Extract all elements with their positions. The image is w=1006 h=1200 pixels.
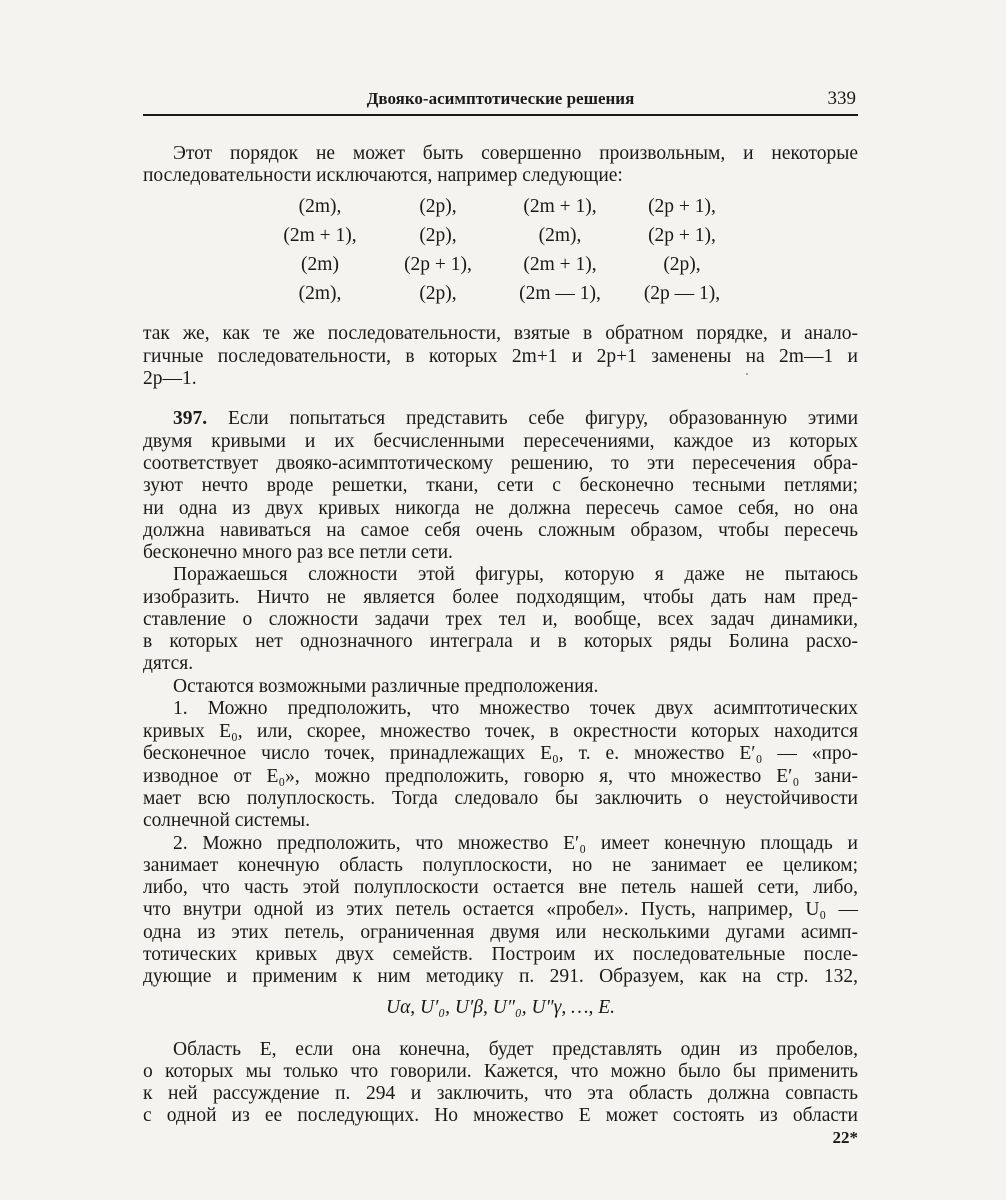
section-397-first-line bbox=[173, 407, 858, 431]
print-speck bbox=[746, 373, 748, 375]
text-line: что внутри одной из этих петель остается «пробел». Пусть, например, U₀ — bbox=[143, 899, 858, 920]
text-line: тотических кривых двух семейств. Построим их последовательные после- bbox=[143, 944, 858, 965]
sequence-row bbox=[260, 254, 760, 283]
sequence-cell: (2p), bbox=[419, 283, 457, 304]
sequence-cell: (2m + 1), bbox=[283, 225, 357, 246]
section-number: 397. bbox=[173, 408, 208, 429]
sequence-cell: (2p + 1), bbox=[648, 196, 716, 217]
sequence-cell: (2p + 1), bbox=[404, 254, 472, 275]
text-line: Остаются возможными различные предположения. bbox=[173, 676, 599, 697]
intro-line: Этот порядок не может быть совершенно произвольным, и некоторые bbox=[173, 143, 858, 164]
sequence-cell: (2m + 1), bbox=[523, 254, 597, 275]
sequence-cell: (2m), bbox=[298, 283, 342, 304]
page-number: 339 bbox=[827, 88, 856, 109]
text-line: дятся. bbox=[143, 653, 194, 674]
text-line: к ней рассуждение п. 294 и заключить, что эта область должна совпасть bbox=[143, 1083, 858, 1104]
running-header bbox=[143, 86, 858, 116]
text-line: двумя кривыми и их бесчисленными пересечениями, каждое из которых bbox=[143, 431, 858, 452]
text-line: либо, что часть этой полуплоскости остается вне петель нашей сети, либо, bbox=[143, 877, 858, 898]
text-line: бесконечное число точек, принадлежащих E₀, т. е. множество E′₀ — «про- bbox=[143, 743, 858, 764]
text-line: так же, как те же последовательности, взятые в обратном порядке, и анало- bbox=[143, 323, 858, 344]
text-line: одна из этих петель, ограниченная двумя или несколькими дугами асимп- bbox=[143, 922, 858, 943]
text-line: о которых мы только что говорили. Кажется, что можно было бы применить bbox=[143, 1061, 858, 1082]
header-title: Двояко-асимптотические решения bbox=[366, 89, 635, 108]
sequence-cell: (2p — 1), bbox=[643, 283, 721, 304]
text-line: 2p—1. bbox=[143, 368, 197, 389]
text-line: солнечной системы. bbox=[143, 810, 311, 831]
text-line: дующие и применим к ним методику п. 291. Образуем, как на стр. 132, bbox=[143, 966, 858, 987]
sequence-row bbox=[260, 196, 760, 225]
text-line: ни одна из двух кривых никогда не должна пересечь самое себя, но она bbox=[143, 498, 858, 519]
text-line: изобразить. Ничто не является более подходящим, чтобы дать нам пред- bbox=[143, 587, 858, 608]
sequence-cell: (2p), bbox=[419, 196, 457, 217]
formula: Uα, U′₀, U′β, U″₀, U″γ, …, E. bbox=[385, 997, 615, 1018]
text-line: в которых нет однозначного интеграла и в которых ряды Болина расхо- bbox=[143, 631, 858, 652]
text-line: Поражаешься сложности этой фигуры, которую я даже не пытаюсь bbox=[173, 564, 858, 585]
sequence-cell: (2m), bbox=[298, 196, 342, 217]
text-line: с одной из ее последующих. Но множество E может состоять из области bbox=[143, 1105, 858, 1126]
sequence-cell: (2p), bbox=[663, 254, 701, 275]
text-line: зуют нечто вроде решетки, ткани, сети с бесконечно тесными петлями; bbox=[143, 475, 858, 496]
sequence-table bbox=[260, 196, 760, 312]
text-line: ставление о сложности задачи трех тел и, вообще, всех задач динамики, bbox=[143, 609, 858, 630]
text-line: бесконечно много раз все петли сети. bbox=[143, 542, 453, 563]
text-line: 2. Можно предположить, что множество E′₀ имеет конечную площадь и bbox=[173, 833, 858, 854]
text-line: изводное от E₀», можно предположить, говорю я, что множество E′₀ зани- bbox=[143, 766, 858, 787]
sequence-cell: (2m — 1), bbox=[519, 283, 601, 304]
text-line: кривых E₀, или, скорее, множество точек, в окрестности которых находится bbox=[143, 721, 858, 742]
text-line: занимает конечную область полуплоскости, но не занимает ее целиком; bbox=[143, 855, 858, 876]
text-line: должна навиваться на самое себя очень сложным образом, чтобы пересечь bbox=[143, 520, 858, 541]
sequence-cell: (2m) bbox=[301, 254, 339, 275]
sequence-row bbox=[260, 225, 760, 254]
text-span: Если попытаться представить себе фигуру, образованную этими bbox=[227, 408, 858, 429]
text-line: Область E, если она конечна, будет представлять один из пробелов, bbox=[173, 1039, 858, 1060]
intro-line: последовательности исключаются, например следующие: bbox=[143, 165, 623, 186]
sequence-cell: (2m + 1), bbox=[523, 196, 597, 217]
sequence-cell: (2p + 1), bbox=[648, 225, 716, 246]
signature-mark: 22* bbox=[832, 1128, 858, 1147]
text-line: 1. Можно предположить, что множество точек двух асимптотических bbox=[173, 698, 858, 719]
text-line: мает всю полуплоскость. Тогда следовало бы заключить о неустойчивости bbox=[143, 788, 858, 809]
text-line: гичные последовательности, в которых 2m+1 и 2p+1 заменены на 2m—1 и bbox=[143, 346, 858, 367]
sequence-cell: (2p), bbox=[419, 225, 457, 246]
sequence-row bbox=[260, 283, 760, 312]
sequence-cell: (2m), bbox=[538, 225, 582, 246]
text-line: соответствует двояко-асимптотическому решению, то эти пересечения обра- bbox=[143, 453, 858, 474]
